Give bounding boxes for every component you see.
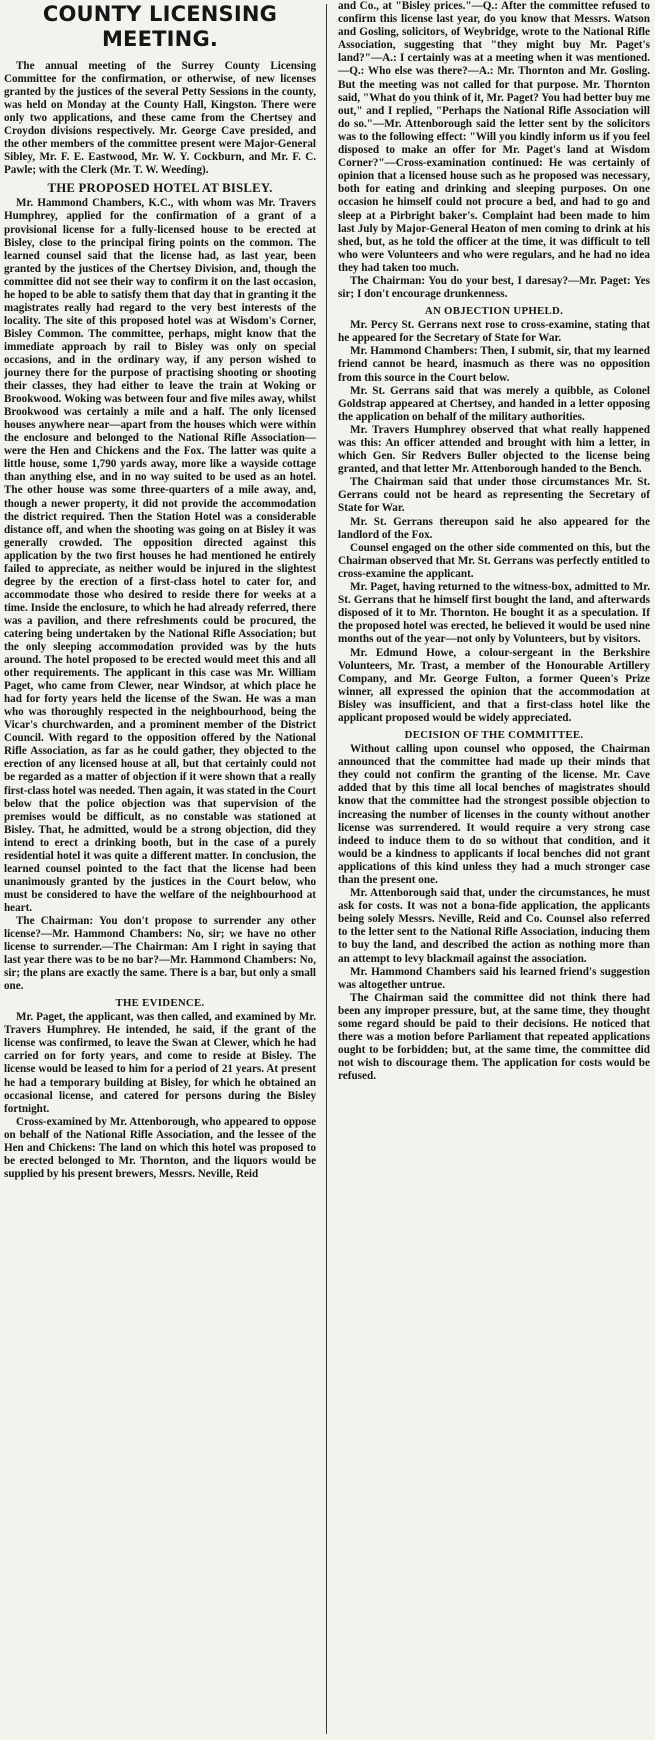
subheading-evidence: THE EVIDENCE. [115,997,205,1010]
headline-line-2: MEETING. [101,27,219,51]
right-column [338,0,650,1084]
attenborough-costs-paragraph: Mr. Attenborough said that, under the circumstances, he must ask for costs. It was not a bona-fide application, the applicants being solely Messrs. Neville, Reid and Co. Counsel also referred to the letter sent to the National Rifle Association, inducing them to buy the land, and described the action as nothing more than an attempt to levy blackmail against the association. [338,887,650,965]
left-column [4,0,316,1181]
paget-witness-paragraph: Mr. Paget, having returned to the witness-box, admitted to Mr. St. Gerrans that he himself first bought the land, and afterwards disposed of it to Mr. Thornton. He bought it as a speculation. If the proposed hotel was erected, he believed it would be used nine months out of the year—not only by Volunteers, but by visitors. [338,581,650,646]
chairman-circumstances-paragraph: The Chairman said that under those circumstances Mr. St. Gerrans could not be heard as representing the Secretary of State for War. [338,476,650,515]
chairman-drunkenness-paragraph: The Chairman: You do your best, I daresay?—Mr. Paget: Yes sir; I don't encourage drunkenness. [338,274,650,301]
final-paragraph: The Chairman said the committee did not think there had been any improper pressure, but, at the same time, they thought some regard should be paid to their decisions. He noticed that there was a motion before Parliament that repeated applications ought to be forbidden; but, at the same time, the committee did not wish to discourage them. The application for costs would be refused. [338,991,650,1083]
hammond-untrue-paragraph: Mr. Hammond Chambers said his learned friend's suggestion was altogether untrue. [338,965,650,991]
travers-paragraph: Mr. Travers Humphrey observed that what really happened was this: An officer attended and brought with him a letter, in which Gen. Sir Redvers Buller objected to the license being granted, and that letter Mr. Attenborough handed to the Bench. [338,423,650,476]
howe-paragraph: Mr. Edmund Howe, a colour-sergeant in the Berkshire Volunteers, Mr. Trast, a member of the Honourable Artillery Company, and Mr. George Fulton, a former Queen's Prize winner, all expressed the opinion that the accommodation at Bisley was insufficient, and that a first-class hotel like the applicant proposed would be widely appreciated. [338,646,650,724]
cross-examination-paragraph: Cross-examined by Mr. Attenborough, who appeared to oppose on behalf of the National Rifle Association, and the lessee of the Hen and Chickens: The land on which this hotel was proposed to be erected belonged to Mr. Thornton, and the liquors would be supplied by his present brewers, Messrs. Neville, Reid [4,1115,316,1180]
hammond-submit-paragraph: Mr. Hammond Chambers: Then, I submit, sir, that my learned friend cannot be heard, inasmuch as there was no opposition from this source in the Court below. [338,345,650,384]
evidence-paragraph: Mr. Paget, the applicant, was then called, and examined by Mr. Travers Humphrey. He intended, he said, if the grant of the license was confirmed, to leave the Swan at Clewer, which he had carried on for forty years, and come to reside at Bisley. The license would be leased to him for a period of 21 years. At present he had a temporary building at Bisley, for which he obtained an occasional license, and catered for persons during the Bisley fortnight. [4,1011,316,1115]
counsel-paragraph: Counsel engaged on the other side commented on this, but the Chairman observed that Mr. St. Gerrans was perfectly entitled to cross-examine the applicant. [338,541,650,580]
continued-paragraph: and Co., at "Bisley prices."—Q.: After the committee refused to confirm this license last year, do you know that Messrs. Watson and Gosling, solicitors, of Weybridge, wrote to the National Rifle Association, suggesting that "they might buy Mr. Paget's land?"—A.: I certainly was at a meeting when it was mentioned.—Q.: Who else was there?—A.: Mr. Thornton and Mr. Gosling. But the meeting was not called for that purpose. Mr. Thornton said, "What do you think of it, Mr. Paget? You had better buy me out," and I replied, "Perhaps the National Rifle Association will do so."—Mr. Attenborough said the letter sent by the solicitors was to the following effect: "Will you kindly inform us if you feel disposed to make an offer for Mr. Paget's land at Wisdom Corner?"—Cross-examination continued: He was certainly of opinion that a licensed house such as he proposed was necessary, both for eating and drinking and sleeping purposes. On one occasion he himself could not procure a bed, and had to go and sleep at a Pirbright baker's. Complaint had been made to him last July by Major-General Heaton of men coming to drink at his shed, but, as he told the officer at the time, it was difficult to tell who were Volunteers and who were regulars, and he had no idea they had taken too much. [338,0,650,274]
headline-line-1: COUNTY LICENSING [42,2,278,26]
column-divider [326,4,327,1734]
decision-paragraph: Without calling upon counsel who opposed, the Chairman announced that the committee had made up their minds that they could not confirm the granting of the license. Mr. Cave added that by this time all local benches of magistrates should know that the committee had the strongest possible objection to increasing the number of licenses in the county without another license was surrendered. It would require a very strong case indeed to induce them to do so without that condition, and it would be a kindness to applicants if local benches did not grant applications of this kind unless they had a much stronger case than the present one. [338,743,650,886]
gerrans-paragraph: Mr. Percy St. Gerrans next rose to cross-examine, stating that he appeared for the Secretary of State for War. [338,319,650,345]
hotel-application-paragraph: Mr. Hammond Chambers, K.C., with whom was Mr. Travers Humphrey, applied for the confirmation of a grant of a provisional license for a fully-licensed house to be erected at Bisley, close to the principal firing points on the common. The learned counsel said that the license had, as last year, been granted by the justices of the Chertsey Division, and, though the committee did not see their way to confirm it on the last occasion, he hoped to be able to satisfy them that day that in granting it the magistrates really had regard to the very best interests of the locality. The site of this proposed hotel was at Wisdom's Corner, Bisley Common. The committee, perhaps, might know that the immediate approach by rail to Bisley was only on special occasions, and in the ordinary way, if any person wished to journey there for the purpose of practising shooting or shooting their classes, they had either to leave the train at Woking or Brookwood. Woking was between four and five miles away, whilst Brookwood was certainly a mile and a half. The only licensed houses anywhere near—apart from the houses which were within the enclosure and belonged to the National Rifle Association—were the Hen and Chickens and the Fox. The latter was quite a little house, some 1,790 yards away, more like a wayside cottage than anything else, and in no way suited to be used as an hotel. The other house was some three-quarters of a mile away, and, though a newer property, it did not provide the accommodation the district required. Then the Station Hotel was a considerable distance off, and when the shooting was going on at Bisley it was generally crowded. The opposition directed against this application by the two first houses he had mentioned he entirely failed to appreciate, as neither would be injured in the slightest degree by the erection of a first-class hotel to cater for, and accommodate those who desired to reside there for weeks at a time. Inside the enclosure, to which he had already referred, there was a pavilion, and there refreshments could be procured, the catering being undertaken by the National Rifle Association; but the only sleeping accommodation provided was by the huts around. The hotel proposed to be erected would meet this and all other requirements. The applicant in this case was Mr. William Paget, who came from Clewer, near Windsor, at which place he had for forty years held the license of the Swan. He was a man who was thoroughly respected in the neighbourhood, being the Vicar's churchwarden, and a prominent member of the District Council. With regard to the opposition offered by the National Rifle Association, as far as he could gather, they objected to the erection of any licensed house at all, but that certainly could not be regarded as a matter of objection if it were shown that a really first-class hotel was needed. Then again, it was stated in the Court below that the police objection was that supervision of the premises would be difficult, as no constable was stationed at Bisley. That, he admitted, would be a strong objection, did they intend to erect a drinking booth, but in the case of a purely residential hotel it was quite a different matter. In conclusion, the learned counsel pointed to the fact that the license had been unanimously granted by the justices in the Court below, who must be considered to have the welfare of the neighbourhood at heart. [4,197,316,914]
intro-paragraph: The annual meeting of the Surrey County Licensing Committee for the confirmation, or otherwise, of new licenses granted by the justices of the several Petty Sessions in the county, was held on Monday at the County Hall, Kingston. There were only two applications, and these came from the Chertsey and Croydon divisions respectively. Mr. George Cave presided, and the other members of the committee present were Major-General Sibley, Mr. F. E. Eastwood, Mr. W. Y. Cockburn, and Mr. F. C. Pawle; with the Clerk (Mr. T. W. Weeding). [4,60,316,177]
subheading-decision: DECISION OF THE COMMITTEE. [404,729,584,742]
chairman-question-paragraph: The Chairman: You don't propose to surrender any other license?—Mr. Hammond Chambers: No, sir; we have no other license to surrender.—The Chairman: Am I right in saying that last year there was to be no bar?—Mr. Hammond Chambers: No, sir; the plans are exactly the same. There is a bar, but only a small one. [4,915,316,993]
subheading-objection-upheld: AN OBJECTION UPHELD. [424,305,564,318]
gerrans-fox-paragraph: Mr. St. Gerrans thereupon said he also appeared for the landlord of the Fox. [338,515,650,541]
gerrans-quibble-paragraph: Mr. St. Gerrans said that was merely a quibble, as Colonel Goldstrap appeared at Chertsey, and handed in a letter opposing the application on behalf of the military authorities. [338,384,650,423]
article-headline [4,2,316,52]
subheading-proposed-hotel: THE PROPOSED HOTEL AT BISLEY. [47,181,273,196]
